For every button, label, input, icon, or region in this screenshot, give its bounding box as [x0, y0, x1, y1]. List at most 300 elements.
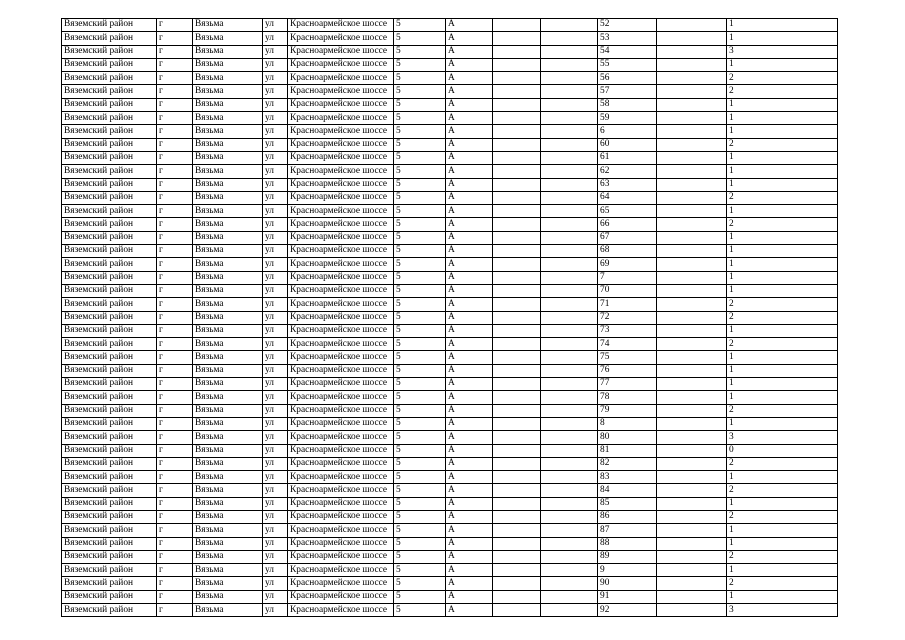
- cell-apartment: 68: [598, 245, 657, 258]
- cell-street: Красноармейское шоссе: [288, 311, 394, 324]
- cell-locality-type: г: [157, 311, 193, 324]
- cell-count: 1: [727, 205, 838, 218]
- cell-street: Красноармейское шоссе: [288, 151, 394, 164]
- cell-apartment: 62: [598, 165, 657, 178]
- cell-empty-col-2: [541, 231, 598, 244]
- table-row: [62, 564, 838, 577]
- cell-locality-type: г: [157, 298, 193, 311]
- cell-empty-col-2: [541, 165, 598, 178]
- cell-house: 5: [394, 351, 446, 364]
- cell-locality: Вязьма: [193, 85, 263, 98]
- cell-empty-col-2: [541, 510, 598, 523]
- cell-building-letter: А: [446, 32, 493, 45]
- cell-empty-col-3: [657, 45, 727, 58]
- cell-street: Красноармейское шоссе: [288, 178, 394, 191]
- cell-empty-col-2: [541, 364, 598, 377]
- cell-count: 3: [727, 45, 838, 58]
- cell-apartment: 60: [598, 138, 657, 151]
- cell-empty-col-3: [657, 417, 727, 430]
- cell-locality-type: г: [157, 404, 193, 417]
- cell-empty-col-2: [541, 45, 598, 58]
- cell-house: 5: [394, 205, 446, 218]
- cell-empty-col-2: [541, 205, 598, 218]
- cell-building-letter: А: [446, 510, 493, 523]
- cell-empty-col-1: [493, 32, 541, 45]
- cell-locality: Вязьма: [193, 510, 263, 523]
- cell-street-type: ул: [263, 165, 288, 178]
- cell-building-letter: А: [446, 58, 493, 71]
- cell-empty-col-2: [541, 444, 598, 457]
- cell-house: 5: [394, 457, 446, 470]
- cell-count: 2: [727, 138, 838, 151]
- cell-district: Вяземский район: [62, 191, 157, 204]
- cell-empty-col-1: [493, 284, 541, 297]
- cell-district: Вяземский район: [62, 271, 157, 284]
- cell-district: Вяземский район: [62, 417, 157, 430]
- cell-locality-type: г: [157, 258, 193, 271]
- cell-count: 1: [727, 245, 838, 258]
- cell-count: 2: [727, 484, 838, 497]
- cell-empty-col-3: [657, 72, 727, 85]
- table-row: [62, 19, 838, 32]
- cell-street-type: ул: [263, 284, 288, 297]
- cell-street-type: ул: [263, 231, 288, 244]
- cell-building-letter: А: [446, 231, 493, 244]
- cell-apartment: 56: [598, 72, 657, 85]
- cell-building-letter: А: [446, 271, 493, 284]
- table-row: [62, 431, 838, 444]
- cell-empty-col-1: [493, 165, 541, 178]
- cell-building-letter: А: [446, 338, 493, 351]
- cell-district: Вяземский район: [62, 178, 157, 191]
- cell-street-type: ул: [263, 45, 288, 58]
- cell-street: Красноармейское шоссе: [288, 72, 394, 85]
- cell-district: Вяземский район: [62, 590, 157, 603]
- cell-house: 5: [394, 431, 446, 444]
- cell-district: Вяземский район: [62, 338, 157, 351]
- cell-street-type: ул: [263, 391, 288, 404]
- table-row: [62, 497, 838, 510]
- cell-house: 5: [394, 444, 446, 457]
- cell-empty-col-1: [493, 391, 541, 404]
- cell-district: Вяземский район: [62, 550, 157, 563]
- cell-count: 1: [727, 258, 838, 271]
- cell-locality: Вязьма: [193, 391, 263, 404]
- cell-district: Вяземский район: [62, 391, 157, 404]
- cell-building-letter: А: [446, 258, 493, 271]
- cell-empty-col-2: [541, 58, 598, 71]
- cell-district: Вяземский район: [62, 298, 157, 311]
- cell-street: Красноармейское шоссе: [288, 45, 394, 58]
- cell-street: Красноармейское шоссе: [288, 378, 394, 391]
- cell-locality-type: г: [157, 32, 193, 45]
- cell-locality: Вязьма: [193, 284, 263, 297]
- cell-street-type: ул: [263, 577, 288, 590]
- cell-street: Красноармейское шоссе: [288, 32, 394, 45]
- table-row: [62, 417, 838, 430]
- cell-street: Красноармейское шоссе: [288, 497, 394, 510]
- cell-locality-type: г: [157, 151, 193, 164]
- cell-district: Вяземский район: [62, 404, 157, 417]
- cell-count: 1: [727, 19, 838, 32]
- cell-locality: Вязьма: [193, 231, 263, 244]
- cell-empty-col-1: [493, 378, 541, 391]
- table-row: [62, 58, 838, 71]
- cell-count: 2: [727, 218, 838, 231]
- cell-locality-type: г: [157, 391, 193, 404]
- cell-street-type: ул: [263, 245, 288, 258]
- cell-locality: Вязьма: [193, 311, 263, 324]
- cell-street: Красноармейское шоссе: [288, 258, 394, 271]
- cell-house: 5: [394, 138, 446, 151]
- cell-count: 1: [727, 364, 838, 377]
- cell-street: Красноармейское шоссе: [288, 404, 394, 417]
- cell-count: 1: [727, 125, 838, 138]
- cell-apartment: 67: [598, 231, 657, 244]
- cell-count: 1: [727, 284, 838, 297]
- cell-building-letter: А: [446, 112, 493, 125]
- cell-empty-col-3: [657, 125, 727, 138]
- table-row: [62, 231, 838, 244]
- cell-district: Вяземский район: [62, 524, 157, 537]
- cell-count: 1: [727, 564, 838, 577]
- cell-apartment: 87: [598, 524, 657, 537]
- table-row: [62, 324, 838, 337]
- cell-street: Красноармейское шоссе: [288, 351, 394, 364]
- table-row: [62, 178, 838, 191]
- cell-apartment: 66: [598, 218, 657, 231]
- cell-empty-col-2: [541, 324, 598, 337]
- cell-locality-type: г: [157, 271, 193, 284]
- cell-street-type: ул: [263, 258, 288, 271]
- cell-empty-col-3: [657, 378, 727, 391]
- cell-building-letter: А: [446, 444, 493, 457]
- cell-count: 1: [727, 590, 838, 603]
- cell-apartment: 55: [598, 58, 657, 71]
- cell-apartment: 6: [598, 125, 657, 138]
- cell-empty-col-2: [541, 497, 598, 510]
- cell-house: 5: [394, 85, 446, 98]
- cell-count: 3: [727, 431, 838, 444]
- cell-empty-col-2: [541, 524, 598, 537]
- cell-street-type: ул: [263, 178, 288, 191]
- cell-house: 5: [394, 604, 446, 617]
- cell-empty-col-3: [657, 32, 727, 45]
- cell-empty-col-1: [493, 271, 541, 284]
- cell-count: 2: [727, 577, 838, 590]
- cell-district: Вяземский район: [62, 19, 157, 32]
- cell-district: Вяземский район: [62, 218, 157, 231]
- cell-empty-col-3: [657, 85, 727, 98]
- cell-locality-type: г: [157, 431, 193, 444]
- cell-apartment: 89: [598, 550, 657, 563]
- cell-empty-col-1: [493, 550, 541, 563]
- cell-empty-col-3: [657, 191, 727, 204]
- cell-district: Вяземский район: [62, 431, 157, 444]
- cell-locality: Вязьма: [193, 151, 263, 164]
- cell-building-letter: А: [446, 45, 493, 58]
- cell-empty-col-3: [657, 165, 727, 178]
- cell-street-type: ул: [263, 431, 288, 444]
- cell-empty-col-3: [657, 550, 727, 563]
- table-row: [62, 577, 838, 590]
- cell-empty-col-3: [657, 19, 727, 32]
- cell-locality: Вязьма: [193, 524, 263, 537]
- cell-house: 5: [394, 537, 446, 550]
- cell-apartment: 72: [598, 311, 657, 324]
- cell-empty-col-1: [493, 178, 541, 191]
- cell-house: 5: [394, 151, 446, 164]
- cell-locality-type: г: [157, 577, 193, 590]
- cell-empty-col-2: [541, 138, 598, 151]
- cell-count: 2: [727, 72, 838, 85]
- cell-empty-col-2: [541, 191, 598, 204]
- cell-locality: Вязьма: [193, 298, 263, 311]
- table-row: [62, 351, 838, 364]
- cell-district: Вяземский район: [62, 351, 157, 364]
- cell-empty-col-3: [657, 218, 727, 231]
- cell-building-letter: А: [446, 391, 493, 404]
- cell-district: Вяземский район: [62, 577, 157, 590]
- cell-street-type: ул: [263, 404, 288, 417]
- cell-district: Вяземский район: [62, 510, 157, 523]
- cell-apartment: 90: [598, 577, 657, 590]
- cell-house: 5: [394, 417, 446, 430]
- cell-count: 1: [727, 58, 838, 71]
- table-row: [62, 537, 838, 550]
- cell-street: Красноармейское шоссе: [288, 510, 394, 523]
- cell-street: Красноармейское шоссе: [288, 245, 394, 258]
- cell-apartment: 74: [598, 338, 657, 351]
- cell-street: Красноармейское шоссе: [288, 431, 394, 444]
- cell-locality-type: г: [157, 444, 193, 457]
- cell-street: Красноармейское шоссе: [288, 590, 394, 603]
- cell-empty-col-2: [541, 151, 598, 164]
- cell-building-letter: А: [446, 471, 493, 484]
- cell-house: 5: [394, 471, 446, 484]
- cell-empty-col-3: [657, 457, 727, 470]
- cell-street: Красноармейское шоссе: [288, 417, 394, 430]
- cell-building-letter: А: [446, 590, 493, 603]
- cell-building-letter: А: [446, 324, 493, 337]
- cell-locality-type: г: [157, 205, 193, 218]
- cell-locality-type: г: [157, 231, 193, 244]
- cell-district: Вяземский район: [62, 311, 157, 324]
- cell-street-type: ул: [263, 484, 288, 497]
- cell-street: Красноармейское шоссе: [288, 457, 394, 470]
- cell-locality: Вязьма: [193, 404, 263, 417]
- cell-empty-col-3: [657, 151, 727, 164]
- cell-district: Вяземский район: [62, 245, 157, 258]
- cell-house: 5: [394, 112, 446, 125]
- cell-street-type: ул: [263, 298, 288, 311]
- cell-count: 1: [727, 98, 838, 111]
- cell-district: Вяземский район: [62, 258, 157, 271]
- cell-empty-col-1: [493, 457, 541, 470]
- cell-building-letter: А: [446, 364, 493, 377]
- cell-locality-type: г: [157, 178, 193, 191]
- cell-locality: Вязьма: [193, 19, 263, 32]
- cell-count: 1: [727, 231, 838, 244]
- cell-empty-col-3: [657, 404, 727, 417]
- table-row: [62, 298, 838, 311]
- cell-building-letter: А: [446, 550, 493, 563]
- table-row: [62, 404, 838, 417]
- cell-locality: Вязьма: [193, 245, 263, 258]
- table-row: [62, 191, 838, 204]
- cell-street-type: ул: [263, 125, 288, 138]
- cell-empty-col-3: [657, 604, 727, 617]
- cell-empty-col-2: [541, 98, 598, 111]
- cell-street: Красноармейское шоссе: [288, 564, 394, 577]
- cell-empty-col-3: [657, 484, 727, 497]
- cell-locality-type: г: [157, 45, 193, 58]
- cell-empty-col-1: [493, 258, 541, 271]
- cell-locality-type: г: [157, 218, 193, 231]
- cell-empty-col-3: [657, 431, 727, 444]
- cell-apartment: 91: [598, 590, 657, 603]
- cell-house: 5: [394, 125, 446, 138]
- cell-empty-col-2: [541, 550, 598, 563]
- cell-empty-col-2: [541, 178, 598, 191]
- cell-street: Красноармейское шоссе: [288, 604, 394, 617]
- cell-count: 3: [727, 604, 838, 617]
- cell-locality-type: г: [157, 284, 193, 297]
- cell-locality-type: г: [157, 484, 193, 497]
- cell-locality: Вязьма: [193, 138, 263, 151]
- cell-locality-type: г: [157, 338, 193, 351]
- cell-house: 5: [394, 510, 446, 523]
- cell-locality-type: г: [157, 590, 193, 603]
- cell-count: 2: [727, 191, 838, 204]
- cell-empty-col-3: [657, 324, 727, 337]
- cell-empty-col-3: [657, 271, 727, 284]
- cell-count: 1: [727, 178, 838, 191]
- cell-count: 1: [727, 497, 838, 510]
- cell-house: 5: [394, 258, 446, 271]
- cell-house: 5: [394, 32, 446, 45]
- cell-street: Красноармейское шоссе: [288, 85, 394, 98]
- cell-empty-col-2: [541, 391, 598, 404]
- cell-empty-col-3: [657, 497, 727, 510]
- cell-empty-col-2: [541, 125, 598, 138]
- cell-apartment: 80: [598, 431, 657, 444]
- cell-empty-col-2: [541, 537, 598, 550]
- cell-street-type: ул: [263, 112, 288, 125]
- cell-empty-col-3: [657, 98, 727, 111]
- cell-empty-col-2: [541, 378, 598, 391]
- cell-street: Красноармейское шоссе: [288, 271, 394, 284]
- cell-street-type: ул: [263, 19, 288, 32]
- cell-locality-type: г: [157, 98, 193, 111]
- cell-empty-col-1: [493, 245, 541, 258]
- table-row: [62, 138, 838, 151]
- cell-empty-col-1: [493, 471, 541, 484]
- cell-apartment: 61: [598, 151, 657, 164]
- cell-house: 5: [394, 311, 446, 324]
- cell-building-letter: А: [446, 564, 493, 577]
- cell-empty-col-1: [493, 524, 541, 537]
- cell-empty-col-1: [493, 431, 541, 444]
- cell-building-letter: А: [446, 431, 493, 444]
- cell-locality-type: г: [157, 537, 193, 550]
- cell-district: Вяземский район: [62, 138, 157, 151]
- cell-empty-col-2: [541, 112, 598, 125]
- cell-locality-type: г: [157, 604, 193, 617]
- cell-locality-type: г: [157, 524, 193, 537]
- cell-count: 2: [727, 85, 838, 98]
- cell-locality: Вязьма: [193, 205, 263, 218]
- cell-count: 1: [727, 351, 838, 364]
- cell-street: Красноармейское шоссе: [288, 577, 394, 590]
- cell-empty-col-1: [493, 191, 541, 204]
- cell-building-letter: А: [446, 298, 493, 311]
- cell-locality-type: г: [157, 19, 193, 32]
- cell-empty-col-3: [657, 351, 727, 364]
- cell-building-letter: А: [446, 378, 493, 391]
- cell-empty-col-3: [657, 231, 727, 244]
- table-row: [62, 378, 838, 391]
- cell-empty-col-2: [541, 298, 598, 311]
- cell-street: Красноармейское шоссе: [288, 484, 394, 497]
- cell-empty-col-3: [657, 537, 727, 550]
- table-row: [62, 484, 838, 497]
- cell-locality: Вязьма: [193, 191, 263, 204]
- cell-empty-col-1: [493, 45, 541, 58]
- cell-building-letter: А: [446, 165, 493, 178]
- cell-house: 5: [394, 324, 446, 337]
- cell-empty-col-1: [493, 417, 541, 430]
- table-row: [62, 550, 838, 563]
- cell-count: 2: [727, 311, 838, 324]
- cell-empty-col-3: [657, 590, 727, 603]
- cell-empty-col-3: [657, 471, 727, 484]
- cell-locality: Вязьма: [193, 577, 263, 590]
- cell-locality-type: г: [157, 510, 193, 523]
- table-row: [62, 112, 838, 125]
- cell-street: Красноармейское шоссе: [288, 58, 394, 71]
- cell-count: 2: [727, 510, 838, 523]
- cell-street: Красноармейское шоссе: [288, 471, 394, 484]
- cell-district: Вяземский район: [62, 58, 157, 71]
- cell-apartment: 9: [598, 564, 657, 577]
- cell-count: 2: [727, 338, 838, 351]
- cell-empty-col-3: [657, 364, 727, 377]
- cell-count: 1: [727, 32, 838, 45]
- cell-building-letter: А: [446, 218, 493, 231]
- cell-empty-col-1: [493, 590, 541, 603]
- cell-locality: Вязьма: [193, 564, 263, 577]
- table-row: [62, 151, 838, 164]
- cell-house: 5: [394, 590, 446, 603]
- cell-house: 5: [394, 45, 446, 58]
- cell-empty-col-2: [541, 338, 598, 351]
- cell-empty-col-3: [657, 178, 727, 191]
- cell-street-type: ул: [263, 564, 288, 577]
- cell-count: 1: [727, 271, 838, 284]
- cell-empty-col-1: [493, 577, 541, 590]
- cell-building-letter: А: [446, 457, 493, 470]
- cell-empty-col-1: [493, 311, 541, 324]
- cell-empty-col-1: [493, 444, 541, 457]
- cell-street: Красноармейское шоссе: [288, 324, 394, 337]
- cell-locality: Вязьма: [193, 604, 263, 617]
- address-table: [61, 18, 838, 617]
- cell-apartment: 52: [598, 19, 657, 32]
- cell-building-letter: А: [446, 205, 493, 218]
- cell-count: 1: [727, 417, 838, 430]
- cell-count: 1: [727, 112, 838, 125]
